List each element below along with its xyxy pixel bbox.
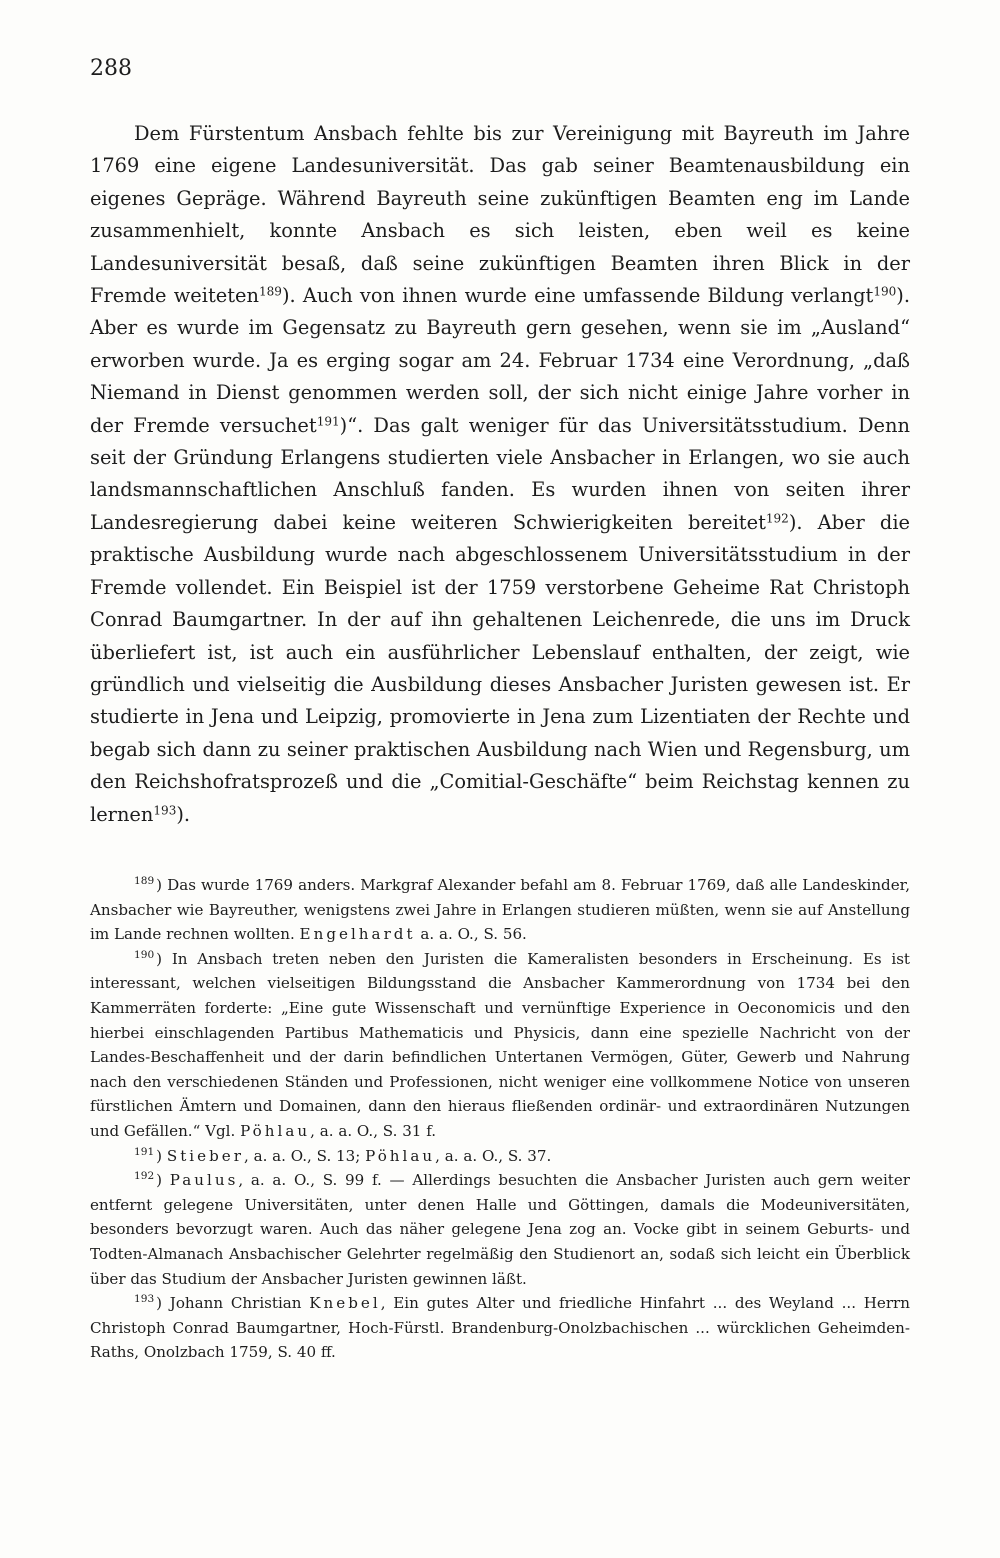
footnote-text: ) [156, 1171, 170, 1190]
footnote-text: , Ein gutes Alter und friedliche Hinfahrt ... des Weyland ... Herrn Christoph Conrad Baumgartner, Hoch-Fürstl. Brandenburg-Onolzbachischen ... würcklichen Geheimden-Raths, Onolzbach 1759, S. 40 ff. [90, 1294, 910, 1362]
footnote-number: 190 [134, 948, 155, 961]
footnote-text: ) [156, 1146, 167, 1165]
footnote-text: , a. a. O., S. 37. [435, 1146, 552, 1165]
footnote-ref-190: 190 [873, 284, 897, 299]
author-name: Paulus [169, 1171, 239, 1190]
footnote-ref-193: 193 [153, 802, 177, 817]
footnote-number: 189 [134, 875, 155, 888]
text-segment: ). [176, 802, 191, 826]
footnote-193 [90, 1291, 910, 1365]
author-name: Stieber [166, 1146, 244, 1165]
footnote-191 [90, 1144, 910, 1169]
author-name: Engelhardt [299, 925, 416, 944]
footnote-text: ) Johann Christian [156, 1294, 310, 1313]
text-segment: Dem Fürstentum Ansbach fehlte bis zur Vereinigung mit Bayreuth im Jahre 1769 eine eigene Landesuniversität. Das gab seiner Beamtenausbildung ein eigenes Gepräge. Während Bayreuth seine zukünftigen Beamten eng im Lande zusammenhielt, konnte Ansbach es sich leisten, eben weil es keine Landesuniversität besaß, daß seine zukünftigen Beamten ihren Blick in der Fremde weiteten [90, 122, 910, 308]
footnote-189 [90, 873, 910, 947]
footnote-text: a. a. O., S. 56. [415, 925, 527, 944]
body-paragraph [90, 118, 910, 831]
footnote-number: 192 [134, 1170, 155, 1183]
footnote-text: ) Das wurde 1769 anders. Markgraf Alexander befahl am 8. Februar 1769, daß alle Landeskinder, Ansbacher wie Bayreuther, wenigstens zwei Jahre in Erlangen studieren müßten, wenn sie auf Anstellung im Lande rechnen wollten. [90, 876, 910, 944]
main-text [90, 118, 910, 831]
footnote-ref-189: 189 [259, 284, 282, 299]
footnote-text: ) In Ansbach treten neben den Juristen die Kameralisten besonders in Erscheinung. Es ist interessant, welchen vielseitigen Bildungsstand die Ansbacher Kammerordnung von 1734 bei den Kammerräten forderte: „Eine gute Wissenschaft und vernünftige Experience in Oeconomicis und den hierbei einschlagenden Partibus Mathematicis und Physicis, dann eine spezielle Nachricht von der Landes-Beschaffenheit und der darin befindlichen Untertanen Vermögen, Güter, Gewerb und Nahrung nach den verschiedenen Ständen und Professionen, nicht weniger eine vollkommene Notice von unseren fürstlichen Ämtern und Domainen, dann den hieraus fließenden ordinär- und extraordinären Nutzungen und Gefällen.“ Vgl. [90, 949, 910, 1140]
footnote-text: , a. a. O., S. 31 f. [310, 1121, 437, 1140]
footnote-number: 193 [134, 1293, 155, 1306]
text-segment: )“. Das galt weniger für das Universitätsstudium. Denn seit der Gründung Erlangens studierten viele Ansbacher in Erlangen, wo sie auch landsmannschaftlichen Anschluß fanden. Es wurden ihnen von seiten ihrer Landesregierung dabei keine weiteren Schwierigkeiten bereitet [90, 413, 910, 534]
text-segment: ). Auch von ihnen wurde eine umfassende Bildung verlangt [281, 284, 874, 308]
footnote-ref-192: 192 [765, 511, 789, 526]
footnote-number: 191 [134, 1145, 155, 1158]
footnote-text: , a. a. O., S. 13; [243, 1146, 366, 1165]
footnote-text: , a. a. O., S. 99 f. — Allerdings besuchten die Ansbacher Juristen auch gern weiter entfernt gelegene Universitäten, unter denen Halle und Göttingen, damals die Modeuniversitäten, besonders bevorzugt waren. Auch das näher gelegene Jena zog an. Vocke gibt in seinem Geburts- und Todten-Almanach Ansbachischer Gelehrter regelmäßig den Studienort an, sodaß sich leicht ein Überblick über das Studium der Ansbacher Juristen gewinnen läßt. [90, 1171, 910, 1288]
footnote-190 [90, 947, 910, 1144]
author-name: Knebel [309, 1294, 381, 1313]
text-segment: ). Aber die praktische Ausbildung wurde nach abgeschlossenem Universitätsstudium in der Fremde vollendet. Ein Beispiel ist der 1759 verstorbene Geheime Rat Christoph Conrad Baumgartner. In der auf ihn gehaltenen Leichenrede, die uns im Druck überliefert ist, ist auch ein ausführlicher Lebenslauf enthalten, der zeigt, wie gründlich und vielseitig die Ausbildung dieses Ansbacher Juristen gewesen ist. Er studierte in Jena und Leipzig, promovierte in Jena zum Lizentiaten der Rechte und begab sich dann zu seiner praktischen Ausbildung nach Wien und Regensburg, um den Reichshofratsprozeß und die „Comitial-Geschäfte“ beim Reichstag kennen zu lernen [90, 510, 910, 826]
page-number: 288 [90, 56, 132, 81]
author-name: Pöhlau [365, 1146, 436, 1165]
footnote-192 [90, 1168, 910, 1291]
author-name: Pöhlau [240, 1121, 311, 1140]
text-segment: ). Aber es wurde im Gegensatz zu Bayreuth gern gesehen, wenn sie im „Ausland“ erworben wurde. Ja es erging sogar am 24. Februar 1734 eine Verordnung, „daß Niemand in Dienst genommen werden soll, der sich nicht einige Jahre vorher in der Fremde versuchet [90, 284, 911, 437]
footnote-ref-191: 191 [316, 414, 340, 429]
footnotes [90, 873, 910, 1365]
